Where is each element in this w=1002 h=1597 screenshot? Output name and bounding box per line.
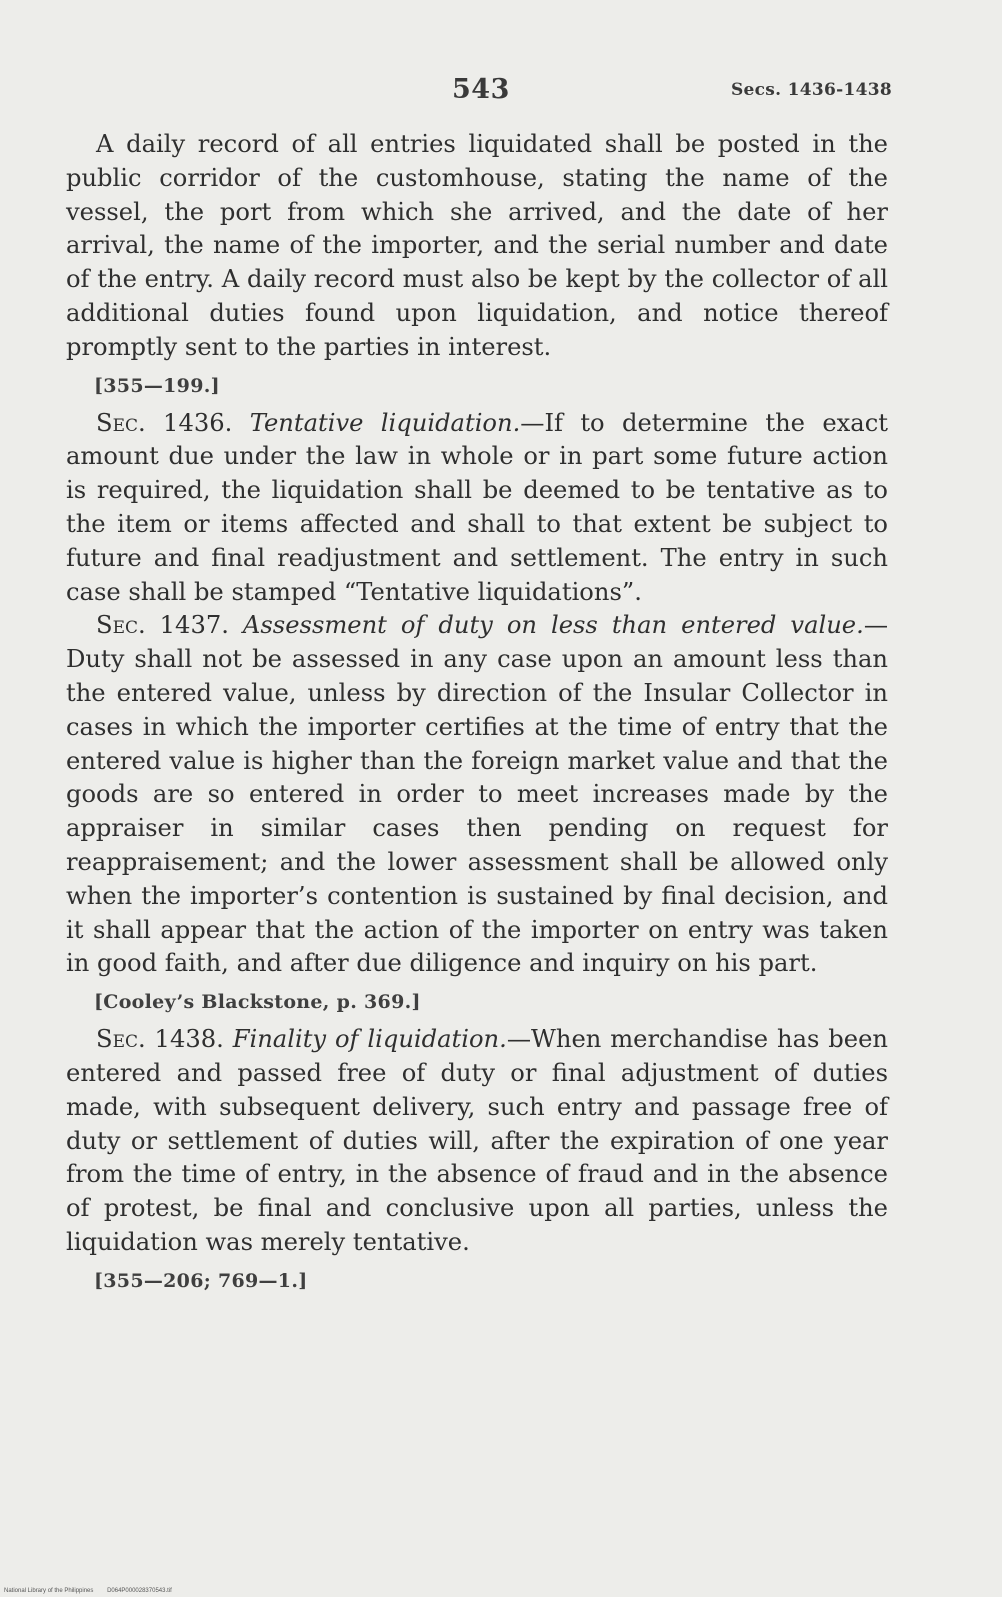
section-1436-title: Tentative liquidation. bbox=[249, 408, 521, 437]
section-1437-text: —Duty shall not be assessed in any case upon an amount less than the entered value, unless by direction of the Insular Collector in cases in which the importer certifies at the time of entry that the entered value is higher than the foreign market value and that the goods are so entered in order to meet increases made by the appraiser in similar cases then pending on request for reappraisement; and the lower assessment shall be allowed only when the importer’s contention is sustained by final decision, and it shall appear that the action of the importer on entry was taken in good faith, and after due diligence and inquiry on his part. bbox=[66, 611, 888, 978]
footer-library: National Library of the Philippines bbox=[4, 1588, 94, 1594]
running-head: Secs. 1436-1438 bbox=[730, 80, 892, 100]
section-1436-text: —If to determine the exact amount due under the law in whole or in part some future action is required, the liquidation shall be deemed to be tentative as to the item or items affected and shall to that extent be subject to future and final readjustment and settlement. The entry in such case shall be stamped “Tentative liquidations”. bbox=[66, 408, 888, 606]
page-number: 543 bbox=[452, 74, 510, 105]
page-header bbox=[0, 74, 1002, 114]
section-1438-text: —When merchandise has been entered and passed free of duty or final adjustment of duties made, with subsequent delivery, such entry and passage free of duty or settlement of duties will, after the expiration of one year from the time of entry, in the absence of fraud and in the absence of protest, be final and conclusive upon all parties, unless the liquidation was merely tentative. bbox=[66, 1025, 888, 1256]
section-1438-number: Sec. 1438. bbox=[96, 1025, 224, 1054]
section-1436-number: Sec. 1436. bbox=[96, 408, 233, 437]
section-1438-title: Finality of liquidation. bbox=[232, 1025, 507, 1054]
body-text bbox=[66, 128, 888, 1302]
citation-1: [355—199.] bbox=[94, 374, 220, 397]
citation-2: [Cooley’s Blackstone, p. 369.] bbox=[94, 991, 421, 1014]
section-1437 bbox=[66, 609, 888, 981]
section-1438 bbox=[66, 1023, 888, 1260]
section-1437-title: Assessment of duty on less than entered value. bbox=[242, 611, 864, 640]
footer-file-id: D064P000028370543.tif bbox=[107, 1588, 172, 1594]
section-1437-number: Sec. 1437. bbox=[96, 611, 229, 640]
intro-paragraph: A daily record of all entries liquidated shall be posted in the public corridor of the customhouse, stating the name of the vessel, the port from which she arrived, and the date of her arrival, the name of the importer, and the serial number and date of the entry. A daily record must also be kept by the collector of all additional duties found upon liquidation, and notice thereof promptly sent to the parties in interest. bbox=[66, 130, 888, 361]
section-1436 bbox=[66, 407, 888, 610]
scan-footer bbox=[4, 1588, 184, 1594]
citation-3: [355—206; 769—1.] bbox=[94, 1269, 308, 1292]
